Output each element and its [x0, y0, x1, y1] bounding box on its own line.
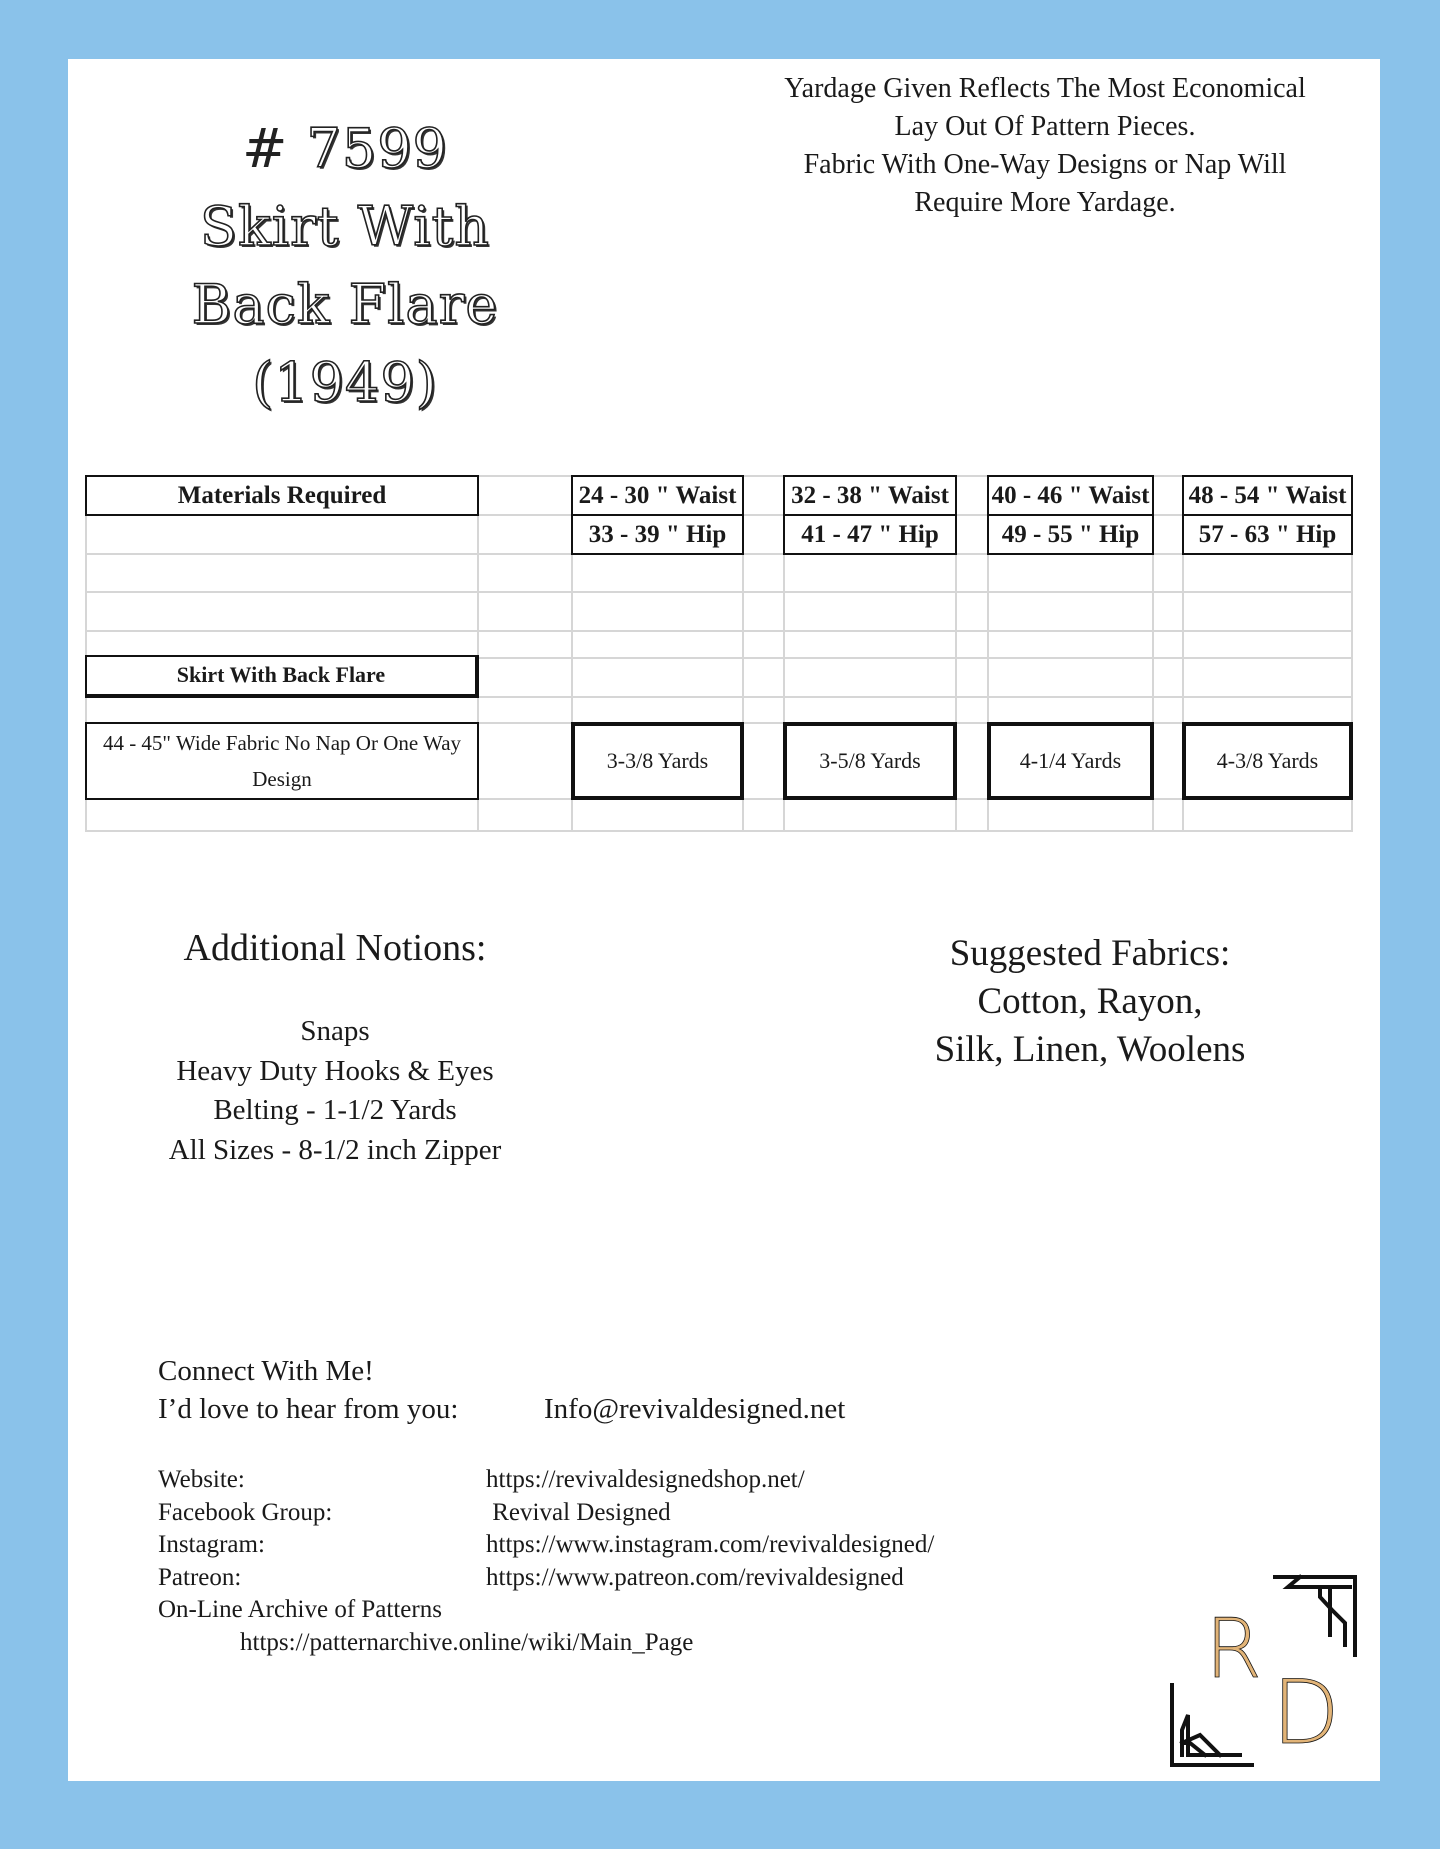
link-row-website	[158, 1464, 805, 1497]
fabrics-line: Silk, Linen, Woolens	[934, 1029, 1246, 1070]
size-waist-2: 32 - 38 " Waist	[783, 475, 957, 516]
notion-item: Snaps	[300, 1015, 370, 1047]
link-row-patreon	[158, 1562, 904, 1595]
size-hip-4: 57 - 63 " Hip	[1182, 514, 1353, 555]
yardage-size-3: 4-1/4 Yards	[987, 722, 1154, 800]
social-links	[158, 1464, 935, 1659]
contact-email-link[interactable]: Info@revivaldesigned.net	[544, 1393, 846, 1425]
yardage-size-1: 3-3/8 Yards	[571, 722, 744, 800]
yardage-size-2: 3-5/8 Yards	[783, 722, 957, 800]
website-link[interactable]: https://revivaldesignedshop.net/	[486, 1466, 805, 1493]
archive-label: On-Line Archive of Patterns	[158, 1596, 442, 1623]
size-hip-2: 41 - 47 " Hip	[783, 514, 957, 555]
notion-item: Belting - 1-1/2 Yards	[213, 1094, 457, 1126]
title-line-2: Back Flare	[191, 273, 499, 336]
hash-symbol: #	[242, 117, 289, 180]
facebook-group-link[interactable]: Revival Designed	[486, 1498, 671, 1526]
yardage-size-4: 4-3/8 Yards	[1182, 722, 1353, 800]
notion-item: All Sizes - 8-1/2 inch Zipper	[168, 1133, 502, 1166]
title-year: (1949)	[252, 351, 438, 414]
yardage-note	[700, 70, 1390, 222]
revival-designed-logo	[1160, 1565, 1360, 1775]
link-label: Facebook Group:	[158, 1498, 333, 1526]
rd-monogram-icon	[1160, 1565, 1360, 1775]
title-line-1: Skirt With	[200, 195, 490, 258]
fabric-description: 44 - 45" Wide Fabric No Nap Or One Way Design	[85, 722, 479, 800]
size-hip-1: 33 - 39 " Hip	[571, 514, 744, 555]
pattern-title	[150, 110, 540, 422]
note-line: Require More Yardage.	[914, 187, 1176, 218]
size-waist-4: 48 - 54 " Waist	[1182, 475, 1353, 516]
svg-text:R: R	[1205, 1602, 1262, 1697]
notions-title: Additional Notions:	[183, 927, 487, 969]
notion-item: Heavy Duty Hooks & Eyes	[176, 1054, 494, 1087]
size-waist-3: 40 - 46 " Waist	[987, 475, 1154, 516]
grid-line	[85, 630, 1353, 632]
materials-required-header: Materials Required	[85, 475, 479, 516]
materials-table	[85, 475, 1353, 832]
archive-link[interactable]: https://patternarchive.online/wiki/Main_Page	[240, 1628, 694, 1656]
instagram-link[interactable]: https://www.instagram.com/revivaldesigned/	[486, 1531, 935, 1558]
size-hip-3: 49 - 55 " Hip	[987, 514, 1154, 555]
fabrics-title: Suggested Fabrics:	[949, 933, 1231, 974]
note-line: Lay Out Of Pattern Pieces.	[894, 111, 1196, 142]
grid-line	[85, 830, 1353, 832]
svg-text:D: D	[1272, 1661, 1340, 1764]
suggested-fabrics	[890, 930, 1290, 1074]
link-label: Website:	[158, 1466, 245, 1493]
link-label: Patreon:	[158, 1563, 242, 1591]
notions-list	[120, 1012, 550, 1170]
patreon-link[interactable]: https://www.patreon.com/revivaldesigned	[486, 1563, 904, 1591]
note-line: Fabric With One-Way Designs or Nap Will	[803, 149, 1287, 180]
contact-heading-block	[158, 1352, 458, 1428]
link-row-facebook	[158, 1497, 693, 1530]
grid-line	[85, 591, 1353, 593]
pattern-number-value: 7599	[306, 117, 448, 180]
link-label: Instagram:	[158, 1531, 265, 1558]
section-label: Skirt With Back Flare	[85, 655, 479, 698]
size-waist-1: 24 - 30 " Waist	[571, 475, 744, 516]
contact-heading: Connect With Me!	[158, 1355, 374, 1387]
contact-prompt: I’d love to hear from you:	[158, 1393, 459, 1425]
fabrics-line: Cotton, Rayon,	[977, 981, 1203, 1022]
note-line: Yardage Given Reflects The Most Economical	[784, 73, 1306, 104]
pattern-number	[150, 110, 540, 188]
link-row-instagram	[158, 1529, 935, 1562]
